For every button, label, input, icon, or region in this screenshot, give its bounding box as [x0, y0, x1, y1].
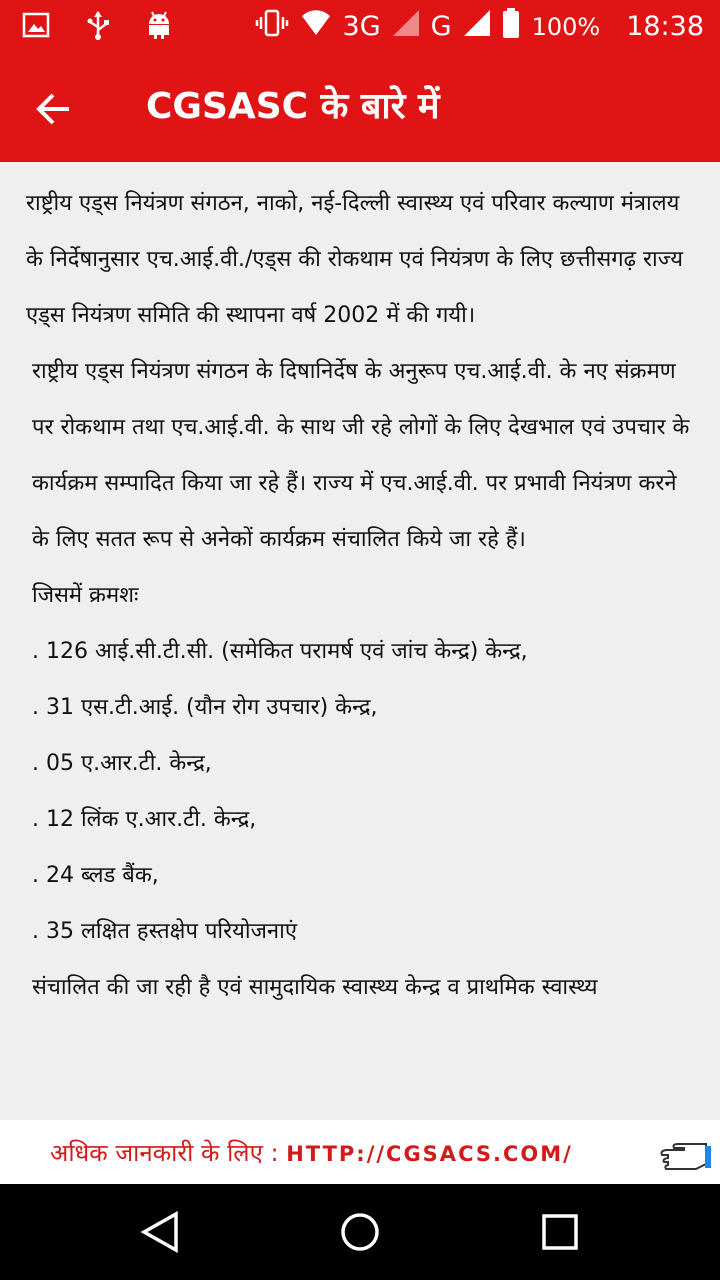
signal-icon [393, 10, 419, 43]
list-item: . 24 ब्लड बैंक, [32, 863, 159, 888]
list-item: . 126 आई.सी.टी.सी. (समेकित परामर्ष एवं जांच केन्द्र) केन्द्र, [32, 639, 528, 664]
wifi-icon [301, 10, 331, 43]
footer-text [50, 1136, 573, 1169]
back-button[interactable] [30, 85, 78, 133]
list-intro: जिसमें क्रमशः [32, 583, 139, 608]
network-3g-label: 3G [342, 11, 381, 42]
navigation-bar [0, 1184, 720, 1280]
footer-label: अधिक जानकारी के लिए : [50, 1139, 287, 1167]
nav-back-icon [140, 1211, 180, 1253]
list-item: . 05 ए.आर.टी. केन्द्र, [32, 751, 212, 776]
vibrate-icon [255, 8, 289, 45]
battery-icon [502, 8, 520, 45]
paragraph-1 [26, 176, 696, 344]
system-status [255, 8, 704, 45]
android-icon [146, 10, 172, 44]
pointing-hand-icon[interactable] [656, 1130, 712, 1178]
back-arrow-icon [36, 93, 72, 125]
footer-banner[interactable] [0, 1120, 720, 1184]
website-link[interactable]: HTTP://CGSACS.COM/ [286, 1142, 573, 1166]
battery-percent: 100% [531, 12, 601, 41]
nav-recent-icon [541, 1213, 579, 1251]
paragraph-text: राष्ट्रीय एड्स नियंत्रण संगठन, नाको, नई-दिल्ली स्वास्थ्य एवं परिवार कल्याण मंत्रालय के निर्देषानुसार एच.आई.वी./एड्स की रोकथाम एवं नियंत्रण के लिए छत्तीसगढ़ राज्य एड्स नियंत्रण समिति की स्थापना वर्ष 2002 में की गयी। [26, 191, 684, 328]
nav-home-button[interactable] [336, 1208, 384, 1256]
nav-back-button[interactable] [136, 1208, 184, 1256]
nav-home-icon [339, 1211, 381, 1253]
usb-icon [84, 10, 112, 44]
list-item: . 12 लिंक ए.आर.टी. केन्द्र, [32, 807, 257, 832]
paragraph-2 [26, 344, 696, 568]
list-item: . 35 लक्षित हस्तक्षेप परियोजनाएं [32, 919, 297, 944]
network-g-label: G [430, 11, 452, 42]
notification-icons [22, 10, 172, 44]
page-title: CGSASC के बारे में [146, 86, 440, 127]
nav-recent-button[interactable] [536, 1208, 584, 1256]
clock: 18:38 [626, 11, 704, 42]
status-bar [0, 0, 720, 52]
list-item: . 31 एस.टी.आई. (यौन रोग उपचार) केन्द्र, [32, 695, 378, 720]
image-icon [22, 11, 50, 43]
app-bar [0, 52, 720, 162]
signal-icon [464, 10, 490, 43]
trailing-text: संचालित की जा रही है एवं सामुदायिक स्वास्थ्य केन्द्र व प्राथमिक स्वास्थ्य [32, 975, 598, 1000]
paragraph-text: राष्ट्रीय एड्स नियंत्रण संगठन के दिषानिर्देष के अनुरूप एच.आई.वी. के नए संक्रमण पर रोकथाम तथा एच.आई.वी. के साथ जी रहे लोगों के लिए देखभाल एवं उपचार के कार्यक्रम सम्पादित किया जा रहे हैं। राज्य में एच.आई.वी. पर प्रभावी नियंत्रण करने के लिए सतत रूप से अनेकों कार्यक्रम संचालित किये जा रहे हैं। [32, 359, 690, 552]
about-content[interactable] [0, 162, 720, 1120]
